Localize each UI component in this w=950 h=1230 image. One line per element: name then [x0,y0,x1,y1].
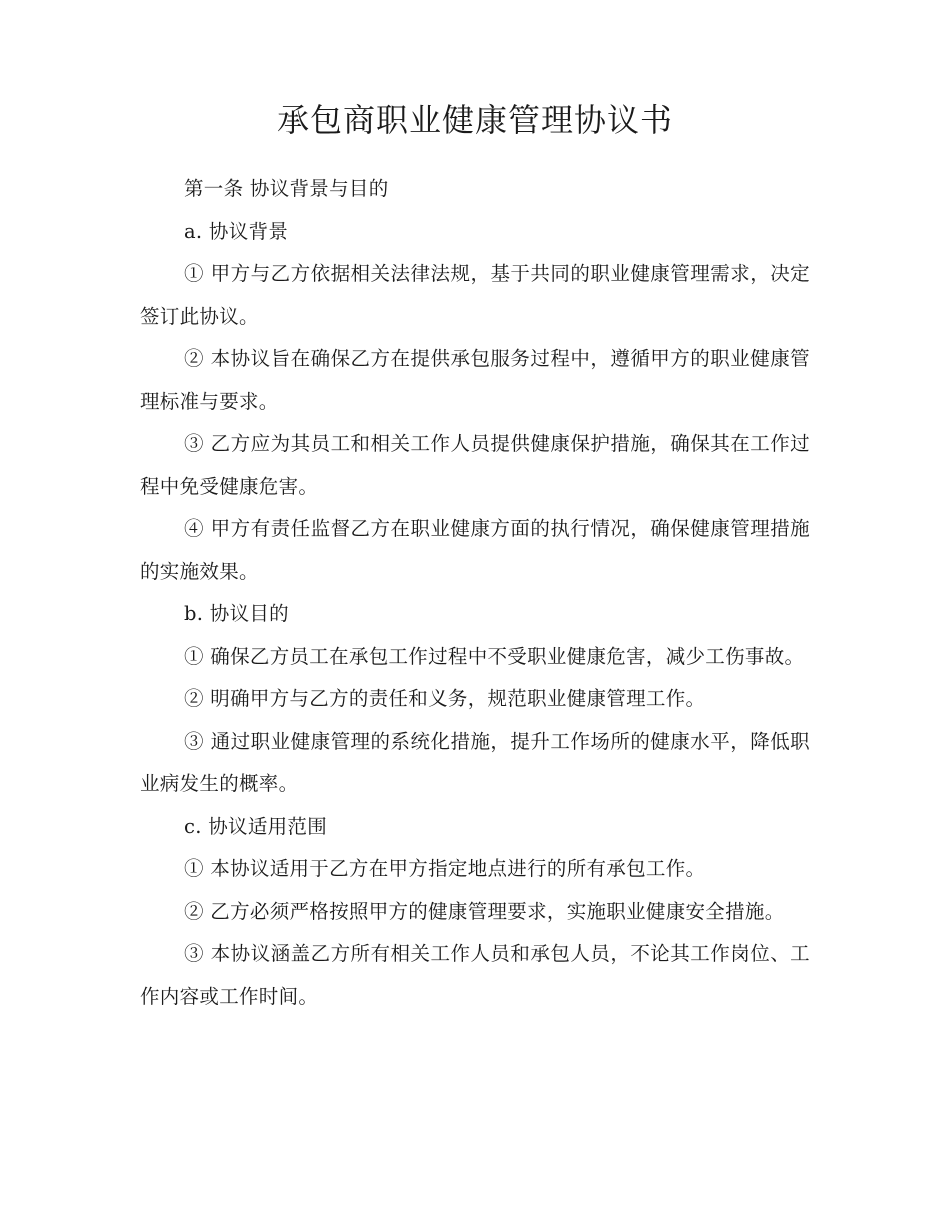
document-title: 承包商职业健康管理协议书 [276,101,673,139]
subsection-heading: a. 协议背景 [184,219,289,243]
subsection-heading: c. 协议适用范围 [184,814,328,838]
paragraph: ① 确保乙方员工在承包工作过程中不受职业健康危害，减少工伤事故。 [184,644,805,668]
paragraph: ① 本协议适用于乙方在甲方指定地点进行的所有承包工作。 [184,857,706,880]
document-body [140,168,810,1018]
paragraph: ② 本协议旨在确保乙方在提供承包服务过程中，遵循甲方的职业健康管理标准与要求。 [140,347,810,413]
paragraph: ④ 甲方有责任监督乙方在职业健康方面的执行情况，确保健康管理措施的实施效果。 [140,517,810,583]
paragraph: ② 明确甲方与乙方的责任和义务，规范职业健康管理工作。 [184,687,706,710]
paragraph: ② 乙方必须严格按照甲方的健康管理要求，实施职业健康安全措施。 [184,899,785,923]
section-heading: 第一条 协议背景与目的 [184,177,389,200]
paragraph: ③ 通过职业健康管理的系统化措施，提升工作场所的健康水平，降低职业病发生的概率。 [140,729,810,795]
paragraph: ③ 本协议涵盖乙方所有相关工作人员和承包人员，不论其工作岗位、工作内容或工作时间。 [140,942,810,1008]
paragraph: ① 甲方与乙方依据相关法律法规，基于共同的职业健康管理需求，决定签订此协议。 [140,262,810,328]
paragraph: ③ 乙方应为其员工和相关工作人员提供健康保护措施，确保其在工作过程中免受健康危害。 [140,432,810,498]
subsection-heading: b. 协议目的 [184,602,289,625]
